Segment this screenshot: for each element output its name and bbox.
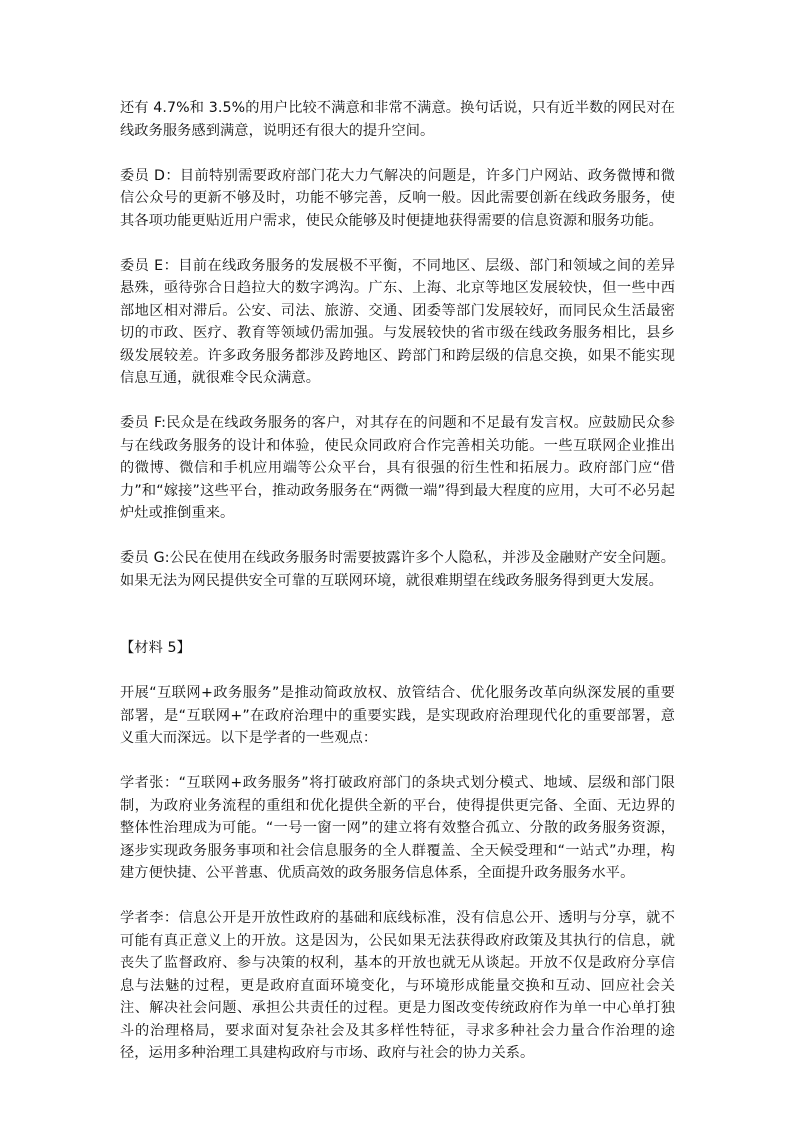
section-gap (120, 592, 675, 637)
paragraph-user-satisfaction: 还有 4.7%和 3.5%的用户比较不满意和非常不满意。换句话说，只有近半数的网民对在线政务服务感到满意，说明还有很大的提升空间。 (120, 100, 675, 139)
paragraph-scholar-li: 学者李：信息公开是开放性政府的基础和底线标准，没有信息公开、透明与分享，就不可能有真正意义上的开放。这是因为，公民如果无法获得政府政策及其执行的信息，就丧失了监督政府、参与决策的权利，基本的开放也就无从谈起。开放不仅是政府分享信息与法魅的过程，更是政府直面环境变化，与环境形成能量交换和互动、回应社会关注、解决社会问题、承担公共责任的过程。更是力图改变传统政府作为单一中心单打独斗的治理格局，要求面对复杂社会及其多样性特征，寻求多种社会力量合作治理的途径，运用多种治理工具建构政府与市场、政府与社会的协力关系。 (120, 910, 675, 1061)
paragraph-member-g: 委员 G:公民在使用在线政务服务时需要披露许多个人隐私，并涉及金融财产安全问题。如果无法为网民提供安全可靠的互联网环境，就很难期望在线政务服务得到更大发展。 (120, 550, 675, 589)
paragraph-member-f: 委员 F:民众是在线政务服务的客户，对其存在的问题和不足最有发言权。应鼓励民众参与在线政务服务的设计和体验，使民众同政府合作完善相关功能。一些互联网企业推出的微博、微信和手机应用端等公众平台，具有很强的衍生性和拓展力。政府部门应“借力”和“嫁接”这些平台，推动政务服务在“两微一端”得到最大程度的应用，大可不必另起炉灶或推倒重来。 (120, 415, 675, 521)
paragraph-member-d: 委员 D：目前特别需要政府部门花大力气解决的问题是，许多门户网站、政务微博和微信公众号的更新不够及时，功能不够完善，反响一般。因此需要创新在线政务服务，使其各项功能更贴近用户需求，使民众能够及时便捷地获得需要的信息资源和服务功能。 (120, 167, 675, 229)
paragraph-scholar-zhang: 学者张：“互联网+政务服务”将打破政府部门的条块式划分模式、地域、层级和部门限制，为政府业务流程的重组和优化提供全新的平台，使得提供更完备、全面、无边界的整体性治理成为可能。“一号一窗一网”的建立将有效整合孤立、分散的政务服务资源，逐步实现政务服务事项和社会信息服务的全人群覆盖、全天候受理和“一站式”办理，构建方便快捷、公平普惠、优质高效的政务服务信息体系，全面提升政务服务水平。 (120, 775, 675, 881)
paragraph-internet-plus-intro: 开展“互联网+政务服务”是推动简政放权、放管结合、优化服务改革向纵深发展的重要部署，是“互联网+”在政府治理中的重要实践，是实现政府治理现代化的重要部署，意义重大而深远。以下是学者的一些观点： (120, 685, 675, 746)
document-body (120, 97, 675, 1065)
paragraph-member-e: 委员 E：目前在线政务服务的发展极不平衡，不同地区、层级、部门和领域之间的差异悬殊，亟待弥合日趋拉大的数字鸿沟。广东、上海、北京等地区发展较快，但一些中西部地区相对滞后。公安、司法、旅游、交通、团委等部门发展较好，而同民众生活最密切的市政、医疗、教育等领域仍需加强。与发展较快的省市级在线政务服务相比，县乡级发展较差。许多政务服务都涉及跨地区、跨部门和跨层级的信息交换，如果不能实现信息互通，就很难令民众满意。 (120, 257, 675, 386)
section-heading-material-5: 【材料 5】 (120, 640, 191, 656)
